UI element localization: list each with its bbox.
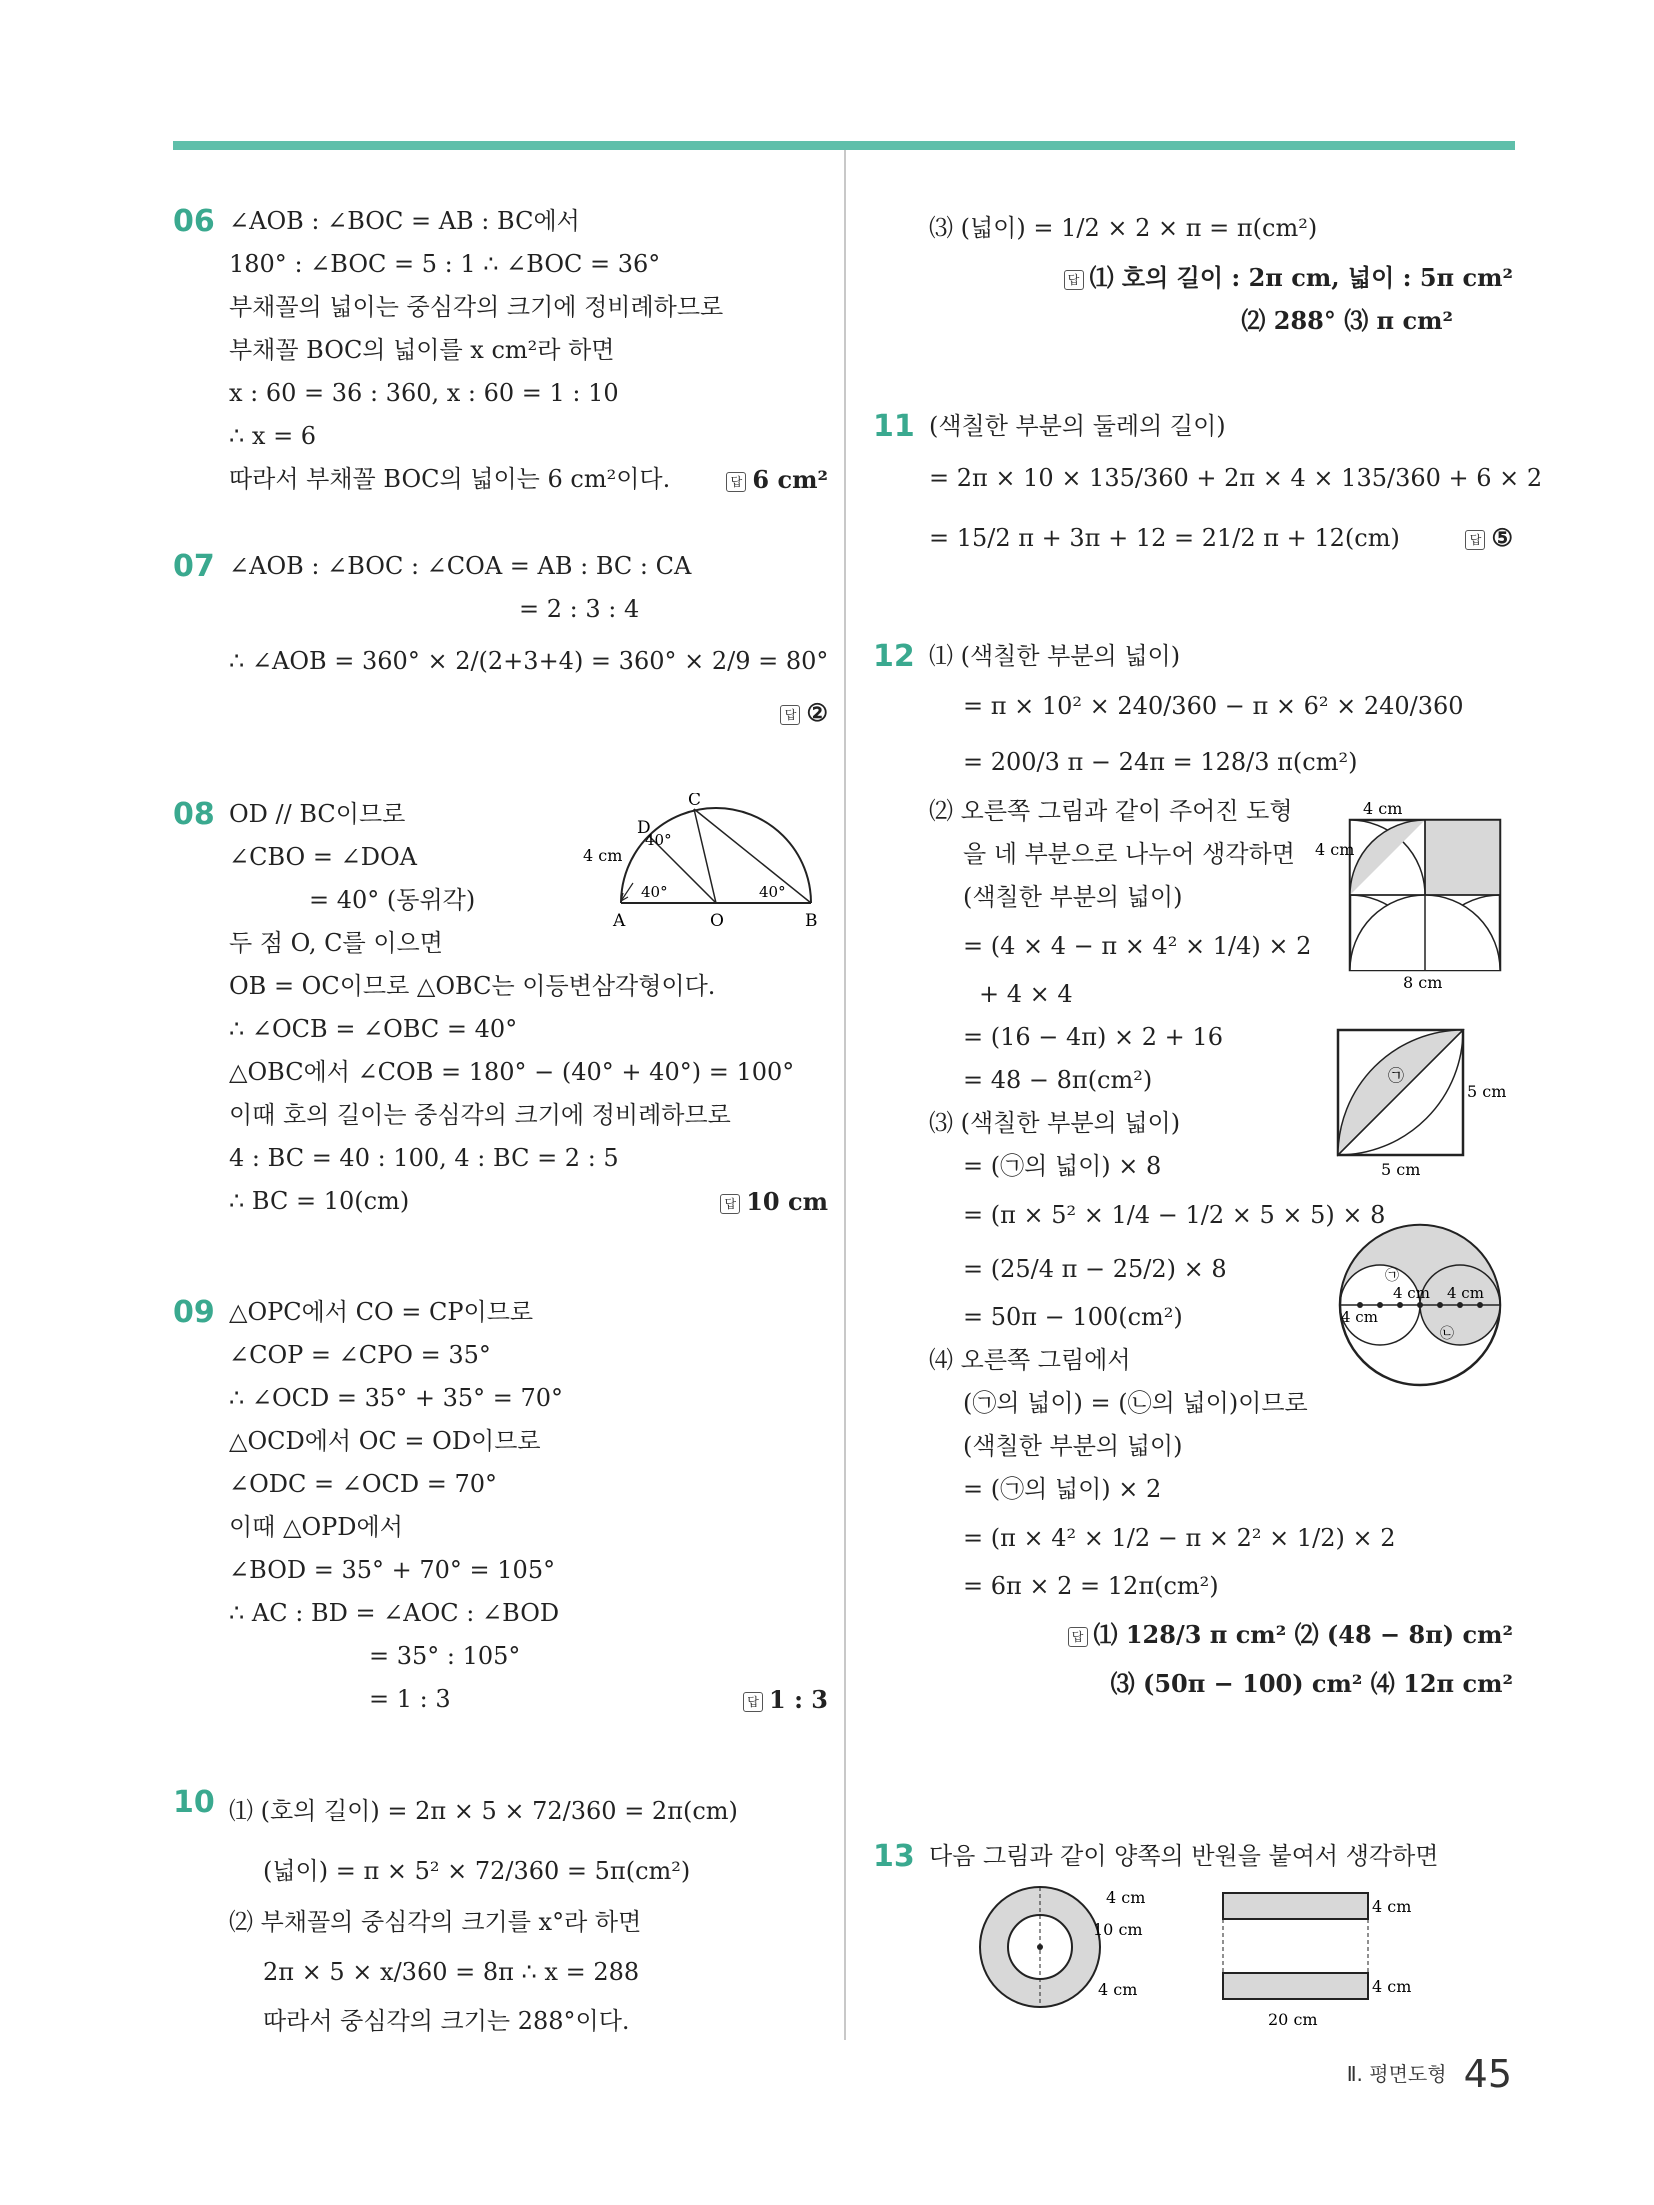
figure-label: 40° <box>759 883 786 901</box>
square-circle-segment-figure <box>1333 1025 1513 1180</box>
solution-line: ∴ x = 6 <box>229 422 317 450</box>
solution-line: = (㉠의 넓이) × 8 <box>963 1152 1162 1180</box>
square-quarter-circles-figure <box>1315 800 1515 990</box>
figure-label: 4 cm <box>1372 1977 1412 1996</box>
solution-line: = (㉠의 넓이) × 2 <box>963 1475 1162 1503</box>
solution-line: ⑷ 오른쪽 그림에서 <box>929 1346 1131 1374</box>
answer-mark-icon: 답 <box>720 1194 740 1214</box>
solution-line: ∠CBO = ∠DOA <box>229 843 417 871</box>
figure-label: 4 cm <box>583 846 623 865</box>
solution-line: (색칠한 부분의 둘레의 길이) <box>929 412 1226 440</box>
page-footer <box>1347 2052 1512 2096</box>
answer: ⑶ (50π − 100) cm² ⑷ 12π cm² <box>1110 1669 1513 1698</box>
figure-label: 8 cm <box>1403 973 1443 990</box>
problem-number: 12 <box>873 639 915 674</box>
solution-line: △OPC에서 CO = CP이므로 <box>229 1298 534 1326</box>
section-title: Ⅱ. 평면도형 <box>1346 2062 1447 2086</box>
answer <box>720 1180 828 1223</box>
answer <box>929 256 1513 299</box>
solution-line: 을 네 부분으로 나누어 생각하면 <box>963 840 1295 868</box>
problem-10-continued <box>873 200 1513 405</box>
solution-line: (색칠한 부분의 넓이) <box>963 883 1183 911</box>
answer-mark-icon: 답 <box>1465 530 1485 550</box>
figure-label: 5 cm <box>1381 1160 1421 1179</box>
semicircle-figure <box>583 793 818 933</box>
point-label: D <box>637 818 651 838</box>
solution-line: ⑶ (색칠한 부분의 넓이) <box>929 1109 1181 1137</box>
answer-text: ⑴ 128/3 π cm² ⑵ (48 − 8π) cm² <box>1093 1620 1513 1649</box>
solution-line: ∴ AC : BD = ∠AOC : ∠BOD <box>229 1599 560 1627</box>
figure-label: 4 cm <box>1106 1888 1146 1907</box>
solution-line: = 40° (동위각) <box>309 886 476 914</box>
figure-mark: ㉠ <box>1385 1268 1399 1284</box>
solution-line: ∠ODC = ∠OCD = 70° <box>229 1470 498 1498</box>
solution-text: ∴ BC = 10(cm) <box>229 1187 410 1215</box>
answer <box>743 1678 828 1721</box>
problem-13 <box>873 1835 1513 2029</box>
answer-text: ② <box>806 698 828 727</box>
answer <box>229 691 828 734</box>
solution-line: 이때 호의 길이는 중심각의 크기에 정비례하므로 <box>229 1101 731 1129</box>
solution-line: OD // BC이므로 <box>229 800 406 828</box>
solution-line <box>229 1678 828 1721</box>
problem-11 <box>873 405 1543 635</box>
problem-07 <box>173 545 828 793</box>
figure-label: 4 cm <box>1341 1308 1378 1326</box>
solution-line: △OCD에서 OC = OD이므로 <box>229 1427 541 1455</box>
problem-08 <box>173 793 828 1291</box>
solution-line: = π × 10² × 240/360 − π × 6² × 240/360 <box>963 692 1464 720</box>
solution-line: x : 60 = 36 : 360, x : 60 = 1 : 10 <box>229 379 619 407</box>
solution-line: 다음 그림과 같이 양쪽의 반원을 붙여서 생각하면 <box>929 1842 1439 1870</box>
right-column <box>873 200 1543 2029</box>
problem-number: 11 <box>873 409 915 444</box>
solution-line: ⑴ (색칠한 부분의 넓이) <box>929 642 1181 670</box>
solution-line: ⑶ (넓이) = 1/2 × 2 × π = π(cm²) <box>929 214 1318 242</box>
figure-label: 40° <box>641 883 668 901</box>
answer-text: 10 cm <box>746 1187 828 1216</box>
solution-line: ∠BOD = 35° + 70° = 105° <box>229 1556 556 1584</box>
answer-text: 1 : 3 <box>769 1685 828 1714</box>
annulus-figure <box>978 1883 1198 2013</box>
solution-line: 4 : BC = 40 : 100, 4 : BC = 2 : 5 <box>229 1144 619 1172</box>
solution-line: = 48 − 8π(cm²) <box>963 1066 1153 1094</box>
problem-number: 09 <box>173 1295 215 1330</box>
solution-line: ∴ ∠OCB = ∠OBC = 40° <box>229 1015 518 1043</box>
problem-06 <box>173 200 828 545</box>
solution-line: = 35° : 105° <box>369 1642 521 1670</box>
solution-line: OB = OC이므로 △OBC는 이등변삼각형이다. <box>229 972 716 1000</box>
figure-label: 40° <box>645 831 672 849</box>
solution-line: ∴ ∠AOB = 360° × 2/(2+3+4) = 360° × 2/9 = 80° <box>229 647 829 675</box>
top-accent-bar <box>173 141 1515 150</box>
solution-line: = 200/3 π − 24π = 128/3 π(cm²) <box>963 748 1358 776</box>
figure-label: 5 cm <box>1467 1082 1507 1101</box>
solution-line: ⑴ (호의 길이) = 2π × 5 × 72/360 = 2π(cm) <box>229 1797 738 1825</box>
figure-label: 10 cm <box>1093 1920 1143 1939</box>
solution-text: 따라서 부채꼴 BOC의 넓이는 6 cm²이다. <box>229 465 671 493</box>
answer-text: 6 cm² <box>752 465 828 494</box>
solution-line: = (π × 5² × 1/4 − 1/2 × 5 × 5) × 8 <box>963 1201 1386 1229</box>
rectangles-figure <box>1218 1883 1418 2033</box>
point-label: B <box>805 911 818 931</box>
answer <box>726 458 828 501</box>
solution-line <box>929 508 1513 568</box>
figure-label: 4 cm <box>1098 1980 1138 1999</box>
solution-line: ∴ ∠OCD = 35° + 35° = 70° <box>229 1384 564 1412</box>
circle-yin-yang-figure <box>1335 1220 1505 1390</box>
solution-line: = (π × 4² × 1/2 − π × 2² × 1/2) × 2 <box>963 1524 1396 1552</box>
problem-number: 08 <box>173 797 215 832</box>
answer <box>1465 508 1513 568</box>
figure-mark: ㉡ <box>1440 1326 1454 1342</box>
answer-mark-icon: 답 <box>780 705 800 725</box>
answer-mark-icon: 답 <box>1064 270 1084 290</box>
solution-line: = 2π × 10 × 135/360 + 2π × 4 × 135/360 + 6 × 2 <box>929 464 1543 492</box>
solution-line: ∠AOB : ∠BOC = AB : BC에서 <box>229 207 580 235</box>
solution-line: = (25/4 π − 25/2) × 8 <box>963 1255 1227 1283</box>
solution-line: (㉠의 넓이) = (㉡의 넓이)이므로 <box>963 1389 1308 1417</box>
solution-line: 2π × 5 × x/360 = 8π ∴ x = 288 <box>263 1958 640 1986</box>
solution-line: 부채꼴 BOC의 넓이를 x cm²라 하면 <box>229 336 615 364</box>
problem-12 <box>873 635 1513 1835</box>
figure-label: 4 cm <box>1363 800 1403 818</box>
problem-number: 10 <box>173 1785 215 1820</box>
solution-line: ⑵ 부채꼴의 중심각의 크기를 x°라 하면 <box>229 1908 642 1936</box>
point-label: C <box>688 793 702 810</box>
solution-line: ∠COP = ∠CPO = 35° <box>229 1341 491 1369</box>
solution-line: 이때 △OPD에서 <box>229 1513 403 1541</box>
solution-line: + 4 × 4 <box>979 980 1073 1008</box>
answer: ⑵ 288° ⑶ π cm² <box>1241 306 1453 335</box>
problem-10 <box>173 1781 828 2043</box>
solution-line: = (4 × 4 − π × 4² × 1/4) × 2 <box>963 932 1312 960</box>
solution-line: = (16 − 4π) × 2 + 16 <box>963 1023 1223 1051</box>
figure-mark: ㉠ <box>1388 1066 1405 1085</box>
solution-line: = 6π × 2 = 12π(cm²) <box>963 1572 1219 1600</box>
solution-line: ⑵ 오른쪽 그림과 같이 주어진 도형 <box>929 797 1293 825</box>
solution-line: (넓이) = π × 5² × 72/360 = 5π(cm²) <box>263 1857 691 1885</box>
solution-text: = 1 : 3 <box>369 1685 451 1713</box>
answer-mark-icon: 답 <box>726 472 746 492</box>
solution-line <box>229 1180 828 1223</box>
figure-label: 4 cm <box>1372 1897 1412 1916</box>
solution-line: = 50π − 100(cm²) <box>963 1303 1183 1331</box>
figure-label: 20 cm <box>1268 2010 1318 2029</box>
answer-text: ⑤ <box>1491 523 1513 552</box>
solution-line: 부채꼴의 넓이는 중심각의 크기에 정비례하므로 <box>229 293 724 321</box>
point-label: O <box>710 911 724 931</box>
answer-text: ⑴ 호의 길이 : 2π cm, 넓이 : 5π cm² <box>1089 263 1513 292</box>
column-divider <box>844 150 846 2040</box>
answer-mark-icon: 답 <box>743 1692 763 1712</box>
page-number: 45 <box>1463 2052 1512 2096</box>
figure-label: 4 cm <box>1393 1284 1430 1302</box>
solution-line <box>229 458 828 501</box>
solution-line: 두 점 O, C를 이으면 <box>229 929 443 957</box>
point-label: A <box>613 911 626 931</box>
problem-number: 07 <box>173 549 215 584</box>
solution-line: △OBC에서 ∠COB = 180° − (40° + 40°) = 100° <box>229 1058 795 1086</box>
figure-label: 4 cm <box>1315 840 1355 859</box>
answer <box>929 1608 1513 1662</box>
solution-line: 180° : ∠BOC = 5 : 1 ∴ ∠BOC = 36° <box>229 250 661 278</box>
solution-line: ∠AOB : ∠BOC : ∠COA = AB : BC : CA <box>229 552 692 580</box>
problem-09 <box>173 1291 828 1781</box>
answer-mark-icon: 답 <box>1068 1627 1088 1647</box>
solution-line: = 2 : 3 : 4 <box>519 595 640 623</box>
solution-text: = 15/2 π + 3π + 12 = 21/2 π + 12(cm) <box>929 524 1400 552</box>
problem-number: 13 <box>873 1839 915 1874</box>
figure-label: 4 cm <box>1447 1284 1484 1302</box>
left-column <box>173 200 828 2043</box>
solution-line: (색칠한 부분의 넓이) <box>963 1432 1183 1460</box>
solution-line: 따라서 중심각의 크기는 288°이다. <box>263 2007 630 2035</box>
problem-number: 06 <box>173 204 215 239</box>
